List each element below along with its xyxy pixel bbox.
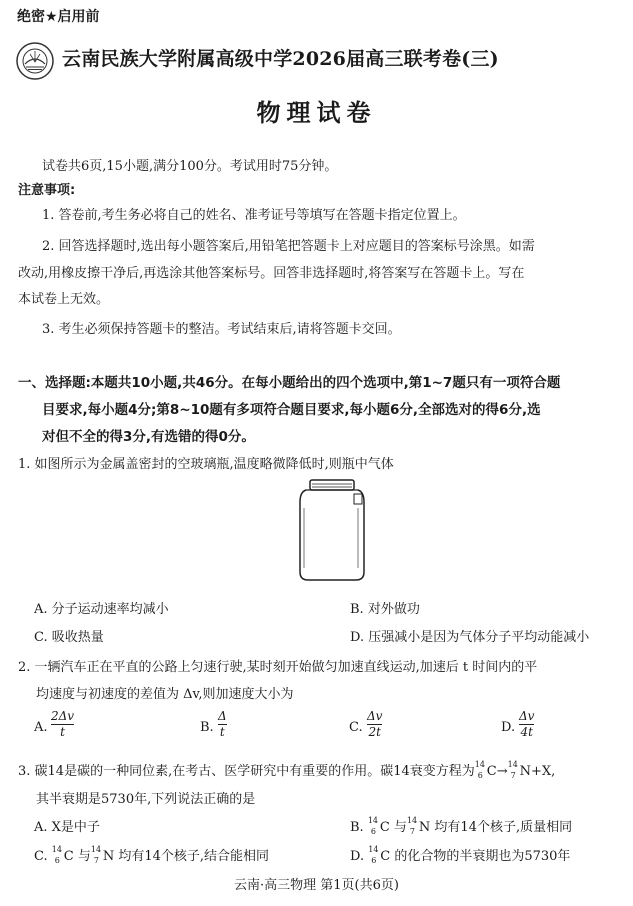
q2-option-c-numerator: Δv xyxy=(367,709,383,723)
q2-option-d-denominator: 4t xyxy=(520,725,533,739)
section-1-line2: 目要求,每小题4分;第8~10题有多项符合题目要求,每小题6分,全部选对的得6分,选 xyxy=(42,402,541,418)
section-1-line3: 对但不全的得3分,有选错的得0分。 xyxy=(42,429,255,445)
confidential-mark: 绝密★启用前 xyxy=(17,9,100,25)
notes-heading: 注意事项: xyxy=(18,183,76,198)
note-3: 3. 考生必须保持答题卡的整洁。考试结束后,请将答题卡交回。 xyxy=(42,322,401,337)
q3-option-c: C. 14 6 C 与 14 7 N 均有14个核子,结合能相同 xyxy=(34,845,270,865)
q3-option-b: B. 14 6 C 与 14 7 N 均有14个核子,质量相同 xyxy=(350,816,573,836)
note-2-line3: 本试卷上无效。 xyxy=(18,292,110,307)
q2-option-c-fraction xyxy=(367,710,382,739)
q1-option-c: C. 吸收热量 xyxy=(34,630,104,645)
q2-option-b-numerator: Δ xyxy=(218,709,227,723)
question-1-stem: 1. 如图所示为金属盖密封的空玻璃瓶,温度略微降低时,则瓶中气体 xyxy=(18,457,394,472)
note-1: 1. 答卷前,考生务必将自己的姓名、准考证号等填写在答题卡指定位置上。 xyxy=(42,208,466,223)
page-footer: 云南·高三物理 第1页(共6页) xyxy=(234,878,399,893)
note-2-line2: 改动,用橡皮擦干净后,再选涂其他答案标号。回答非选择题时,将答案写在答题卡上。写在 xyxy=(18,266,525,281)
carbon-14-isotope: 14 6 xyxy=(474,760,485,780)
q2-option-b-label: B. xyxy=(200,720,214,735)
q1-option-b: B. 对外做功 xyxy=(350,602,420,617)
q2-option-a-fraction xyxy=(51,710,74,739)
paper-title: 物理试卷 xyxy=(256,98,377,127)
q3-stem-text: 3. 碳14是碳的一种同位素,在考古、医学研究中有重要的作用。碳14衰变方程为 xyxy=(18,764,475,779)
q1-option-d: D. 压强减小是因为气体分子平均动能减小 xyxy=(350,630,590,645)
q2-option-a-label: A. xyxy=(34,720,48,735)
question-2-stem-line2: 均速度与初速度的差值为 Δv,则加速度大小为 xyxy=(36,687,294,702)
exam-title: 云南民族大学附属高级中学2026届高三联考卷(三) xyxy=(62,48,499,70)
q2-option-a-numerator: 2Δv xyxy=(51,709,75,723)
q2-option-d-numerator: Δv xyxy=(519,709,535,723)
school-logo-icon xyxy=(16,42,54,80)
q2-option-b-fraction xyxy=(218,710,227,739)
q3-decay-product: N+X, xyxy=(519,764,556,779)
question-3-stem-line2: 其半衰期是5730年,下列说法正确的是 xyxy=(36,792,256,807)
q1-option-a: A. 分子运动速率均减小 xyxy=(34,602,169,617)
q3-option-a: A. X是中子 xyxy=(34,820,100,835)
q3-option-d: D. 14 6 C 的化合物的半衰期也为5730年 xyxy=(350,845,571,865)
q2-option-c-denominator: 2t xyxy=(368,725,381,739)
q2-option-d-fraction xyxy=(519,710,534,739)
q2-option-c-label: C. xyxy=(349,720,363,735)
q2-option-a-denominator: t xyxy=(60,725,65,739)
question-2-stem-line1: 2. 一辆汽车正在平直的公路上匀速行驶,某时刻开始做匀加速直线运动,加速后 t 时间内的平 xyxy=(18,660,538,675)
section-1-line1: 一、选择题:本题共10小题,共46分。在每小题给出的四个选项中,第1~7题只有一项符合题 xyxy=(18,375,561,391)
nitrogen-14-isotope: 14 7 xyxy=(507,760,518,780)
q2-option-d-label: D. xyxy=(501,720,516,735)
note-2-line1: 2. 回答选择题时,选出每小题答案后,用铅笔把答题卡上对应题目的答案标号涂黑。如需 xyxy=(42,239,535,254)
q3-decay-arrow: C→ xyxy=(486,764,508,779)
exam-intro: 试卷共6页,15小题,满分100分。考试用时75分钟。 xyxy=(42,159,338,174)
glass-jar-figure xyxy=(296,478,368,582)
q2-option-b-denominator: t xyxy=(219,725,225,739)
question-3-stem-line1 xyxy=(18,760,555,779)
